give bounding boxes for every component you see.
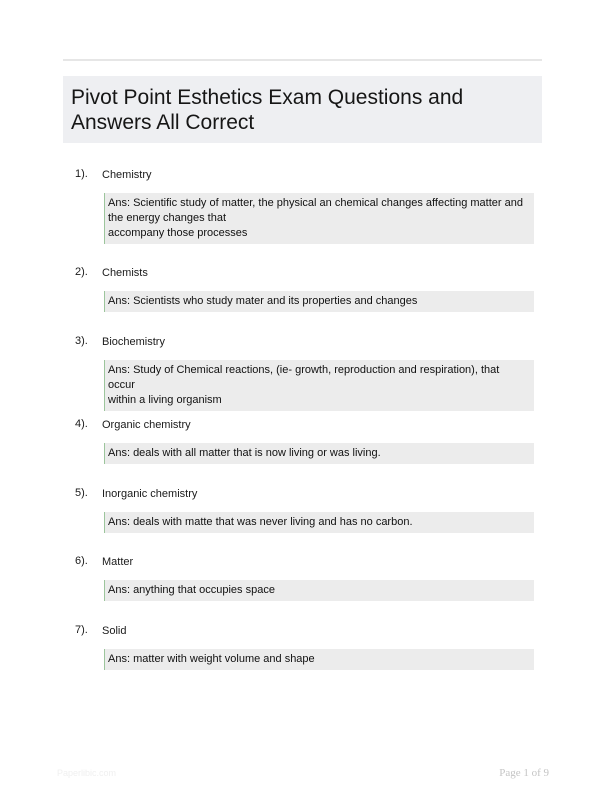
title-banner bbox=[63, 76, 542, 143]
answer-box bbox=[104, 193, 534, 244]
page-title: Pivot Point Esthetics Exam Questions and Answers All Correct bbox=[71, 86, 464, 134]
page-indicator: Page 1 of 9 bbox=[499, 767, 549, 779]
question-text: Solid bbox=[102, 625, 127, 637]
answer-box bbox=[104, 649, 534, 670]
answer-box bbox=[104, 580, 534, 601]
question-text: Biochemistry bbox=[102, 336, 165, 348]
answer-line: Ans: deals with all matter that is now living or was living. bbox=[108, 447, 381, 459]
answer-line: Ans: Scientific study of matter, the physical an chemical changes affecting matter and bbox=[108, 197, 523, 209]
question-number: 3). bbox=[75, 335, 88, 347]
answer-line: accompany those processes bbox=[108, 227, 248, 239]
question-number: 6). bbox=[75, 555, 88, 567]
answer-line: the energy changes that bbox=[108, 212, 227, 224]
answer-line: Ans: deals with matte that was never living and has no carbon. bbox=[108, 516, 413, 528]
footer-watermark: Paperlibic.com bbox=[57, 768, 117, 778]
question-text: Organic chemistry bbox=[102, 419, 191, 431]
question-text: Chemistry bbox=[102, 169, 152, 181]
answer-box bbox=[104, 291, 534, 312]
question-number: 1). bbox=[75, 168, 88, 180]
answer-line: Ans: Study of Chemical reactions, (ie- growth, reproduction and respiration), that occur bbox=[108, 364, 500, 391]
question-number: 4). bbox=[75, 418, 88, 430]
question-number: 5). bbox=[75, 487, 88, 499]
answer-box bbox=[104, 512, 534, 533]
answer-line: Ans: Scientists who study mater and its properties and changes bbox=[108, 295, 418, 307]
top-divider bbox=[63, 59, 542, 61]
answer-box bbox=[104, 360, 534, 411]
question-number: 2). bbox=[75, 266, 88, 278]
question-text: Matter bbox=[102, 556, 134, 568]
answer-box bbox=[104, 443, 534, 464]
answer-line: Ans: anything that occupies space bbox=[108, 584, 275, 596]
question-text: Inorganic chemistry bbox=[102, 488, 198, 500]
question-text: Chemists bbox=[102, 267, 148, 279]
question-number: 7). bbox=[75, 624, 88, 636]
answer-line: Ans: matter with weight volume and shape bbox=[108, 653, 315, 665]
answer-line: within a living organism bbox=[108, 394, 222, 406]
